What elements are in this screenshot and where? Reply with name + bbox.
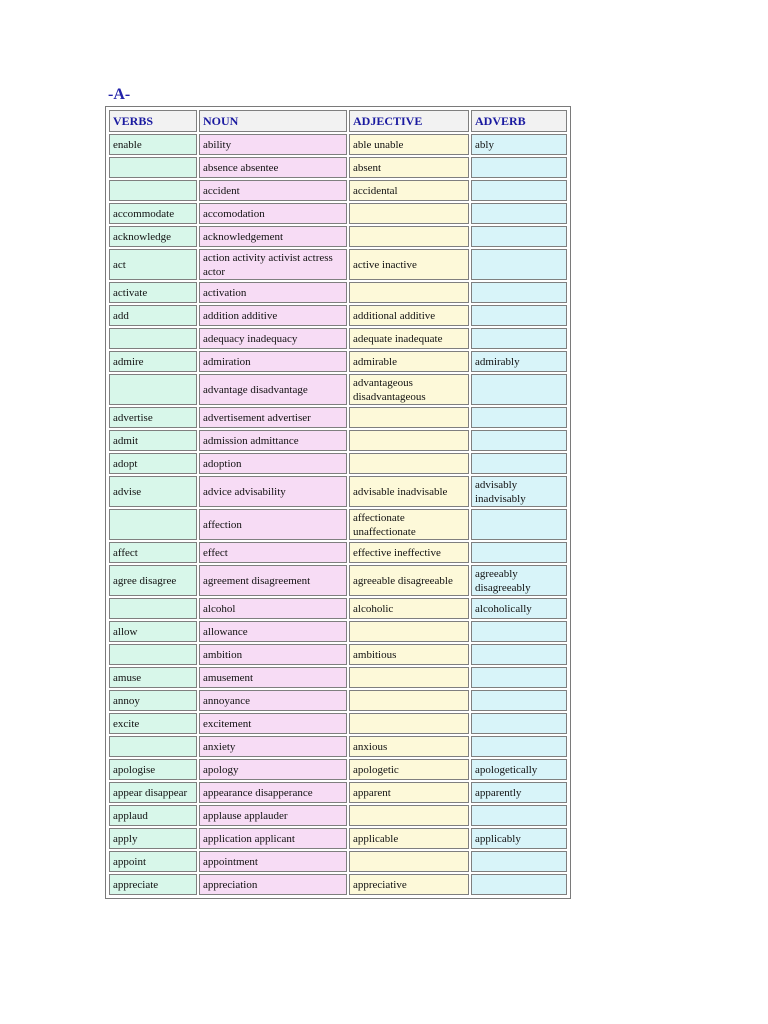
table-row bbox=[109, 305, 567, 326]
cell-verb: agree disagree bbox=[109, 565, 197, 596]
cell-verb: admit bbox=[109, 430, 197, 451]
cell-noun: admission admittance bbox=[199, 430, 347, 451]
table-row bbox=[109, 713, 567, 734]
cell-adverb bbox=[471, 667, 567, 688]
cell-verb: acknowledge bbox=[109, 226, 197, 247]
table-row bbox=[109, 134, 567, 155]
cell-adjective: effective ineffective bbox=[349, 542, 469, 563]
cell-adverb: applicably bbox=[471, 828, 567, 849]
cell-adjective: appreciative bbox=[349, 874, 469, 895]
table-row bbox=[109, 828, 567, 849]
table-row bbox=[109, 282, 567, 303]
cell-verb: accommodate bbox=[109, 203, 197, 224]
table-row bbox=[109, 374, 567, 405]
cell-verb bbox=[109, 157, 197, 178]
cell-adjective: applicable bbox=[349, 828, 469, 849]
cell-adjective: apologetic bbox=[349, 759, 469, 780]
cell-noun: agreement disagreement bbox=[199, 565, 347, 596]
cell-noun: effect bbox=[199, 542, 347, 563]
cell-noun: acknowledgement bbox=[199, 226, 347, 247]
cell-adverb: admirably bbox=[471, 351, 567, 372]
cell-adverb: apparently bbox=[471, 782, 567, 803]
table-row bbox=[109, 667, 567, 688]
cell-noun: appearance disapperance bbox=[199, 782, 347, 803]
cell-noun: ambition bbox=[199, 644, 347, 665]
cell-noun: apology bbox=[199, 759, 347, 780]
cell-adverb bbox=[471, 805, 567, 826]
table-row bbox=[109, 621, 567, 642]
table-row bbox=[109, 453, 567, 474]
cell-adverb bbox=[471, 407, 567, 428]
cell-adverb bbox=[471, 157, 567, 178]
cell-adjective: alcoholic bbox=[349, 598, 469, 619]
cell-adverb: agreeably disagreeably bbox=[471, 565, 567, 596]
cell-noun: absence absentee bbox=[199, 157, 347, 178]
cell-adjective: admirable bbox=[349, 351, 469, 372]
cell-noun: appointment bbox=[199, 851, 347, 872]
cell-adverb bbox=[471, 282, 567, 303]
cell-verb: apologise bbox=[109, 759, 197, 780]
cell-noun: amusement bbox=[199, 667, 347, 688]
table-row bbox=[109, 736, 567, 757]
cell-adverb bbox=[471, 509, 567, 540]
cell-verb: enable bbox=[109, 134, 197, 155]
column-header-noun: NOUN bbox=[199, 110, 347, 132]
table-row bbox=[109, 874, 567, 895]
table-row bbox=[109, 565, 567, 596]
column-header-verbs: VERBS bbox=[109, 110, 197, 132]
cell-adjective: active inactive bbox=[349, 249, 469, 280]
cell-adverb bbox=[471, 203, 567, 224]
cell-verb: annoy bbox=[109, 690, 197, 711]
cell-noun: adoption bbox=[199, 453, 347, 474]
cell-verb bbox=[109, 328, 197, 349]
cell-verb: advertise bbox=[109, 407, 197, 428]
table-row bbox=[109, 157, 567, 178]
cell-verb bbox=[109, 374, 197, 405]
cell-verb: allow bbox=[109, 621, 197, 642]
cell-adverb bbox=[471, 430, 567, 451]
cell-adverb: apologetically bbox=[471, 759, 567, 780]
cell-adverb bbox=[471, 621, 567, 642]
cell-verb: appear disappear bbox=[109, 782, 197, 803]
cell-noun: affection bbox=[199, 509, 347, 540]
cell-adjective: affectionate unaffectionate bbox=[349, 509, 469, 540]
cell-adjective: adequate inadequate bbox=[349, 328, 469, 349]
table-row bbox=[109, 851, 567, 872]
cell-adjective bbox=[349, 690, 469, 711]
cell-adjective bbox=[349, 805, 469, 826]
cell-verb: adopt bbox=[109, 453, 197, 474]
table-row bbox=[109, 180, 567, 201]
cell-verb: add bbox=[109, 305, 197, 326]
cell-adverb bbox=[471, 226, 567, 247]
table-row bbox=[109, 249, 567, 280]
cell-adverb bbox=[471, 713, 567, 734]
cell-adjective bbox=[349, 667, 469, 688]
page-heading: -A- bbox=[108, 86, 131, 103]
cell-noun: annoyance bbox=[199, 690, 347, 711]
cell-noun: ability bbox=[199, 134, 347, 155]
cell-adjective: additional additive bbox=[349, 305, 469, 326]
cell-adjective bbox=[349, 282, 469, 303]
cell-adjective: advantageous disadvantageous bbox=[349, 374, 469, 405]
cell-adverb bbox=[471, 644, 567, 665]
cell-adverb bbox=[471, 874, 567, 895]
cell-verb: admire bbox=[109, 351, 197, 372]
cell-adjective: ambitious bbox=[349, 644, 469, 665]
cell-adjective: able unable bbox=[349, 134, 469, 155]
cell-adverb bbox=[471, 851, 567, 872]
table-row bbox=[109, 351, 567, 372]
cell-noun: advice advisability bbox=[199, 476, 347, 507]
cell-adverb bbox=[471, 690, 567, 711]
cell-adverb: alcoholically bbox=[471, 598, 567, 619]
cell-verb bbox=[109, 736, 197, 757]
cell-adjective: accidental bbox=[349, 180, 469, 201]
cell-adjective bbox=[349, 203, 469, 224]
cell-verb: apply bbox=[109, 828, 197, 849]
cell-adverb bbox=[471, 305, 567, 326]
cell-adjective bbox=[349, 407, 469, 428]
cell-verb bbox=[109, 598, 197, 619]
table-row bbox=[109, 759, 567, 780]
table-row bbox=[109, 509, 567, 540]
cell-verb: act bbox=[109, 249, 197, 280]
cell-adjective bbox=[349, 430, 469, 451]
cell-adjective: anxious bbox=[349, 736, 469, 757]
cell-noun: action activity activist actress actor bbox=[199, 249, 347, 280]
table-row bbox=[109, 476, 567, 507]
cell-adverb: ably bbox=[471, 134, 567, 155]
cell-adjective: advisable inadvisable bbox=[349, 476, 469, 507]
table-header-row bbox=[109, 110, 567, 132]
cell-adjective: apparent bbox=[349, 782, 469, 803]
cell-adjective bbox=[349, 453, 469, 474]
cell-adjective bbox=[349, 713, 469, 734]
cell-noun: appreciation bbox=[199, 874, 347, 895]
cell-verb bbox=[109, 509, 197, 540]
table-row bbox=[109, 430, 567, 451]
table-row bbox=[109, 805, 567, 826]
cell-adjective: absent bbox=[349, 157, 469, 178]
cell-verb: advise bbox=[109, 476, 197, 507]
table-row bbox=[109, 782, 567, 803]
table-row bbox=[109, 542, 567, 563]
cell-noun: application applicant bbox=[199, 828, 347, 849]
cell-verb: applaud bbox=[109, 805, 197, 826]
word-forms-table bbox=[105, 106, 571, 899]
cell-noun: admiration bbox=[199, 351, 347, 372]
cell-noun: addition additive bbox=[199, 305, 347, 326]
cell-adverb bbox=[471, 453, 567, 474]
cell-verb: activate bbox=[109, 282, 197, 303]
cell-noun: accomodation bbox=[199, 203, 347, 224]
cell-noun: adequacy inadequacy bbox=[199, 328, 347, 349]
cell-adverb bbox=[471, 180, 567, 201]
cell-adjective bbox=[349, 621, 469, 642]
cell-noun: advantage disadvantage bbox=[199, 374, 347, 405]
cell-adverb bbox=[471, 374, 567, 405]
table-row bbox=[109, 203, 567, 224]
column-header-adverb: ADVERB bbox=[471, 110, 567, 132]
cell-adjective: agreeable disagreeable bbox=[349, 565, 469, 596]
table-row bbox=[109, 407, 567, 428]
cell-adjective bbox=[349, 851, 469, 872]
cell-noun: accident bbox=[199, 180, 347, 201]
column-header-adjective: ADJECTIVE bbox=[349, 110, 469, 132]
cell-adverb: advisably inadvisably bbox=[471, 476, 567, 507]
cell-noun: anxiety bbox=[199, 736, 347, 757]
cell-noun: excitement bbox=[199, 713, 347, 734]
cell-verb: appoint bbox=[109, 851, 197, 872]
cell-verb: excite bbox=[109, 713, 197, 734]
cell-noun: activation bbox=[199, 282, 347, 303]
table-row bbox=[109, 598, 567, 619]
cell-noun: applause applauder bbox=[199, 805, 347, 826]
cell-verb bbox=[109, 180, 197, 201]
cell-verb: amuse bbox=[109, 667, 197, 688]
cell-verb: affect bbox=[109, 542, 197, 563]
table-row bbox=[109, 328, 567, 349]
cell-adverb bbox=[471, 249, 567, 280]
cell-adjective bbox=[349, 226, 469, 247]
cell-verb: appreciate bbox=[109, 874, 197, 895]
table-row bbox=[109, 226, 567, 247]
cell-adverb bbox=[471, 736, 567, 757]
cell-verb bbox=[109, 644, 197, 665]
cell-adverb bbox=[471, 542, 567, 563]
table-row bbox=[109, 690, 567, 711]
cell-adverb bbox=[471, 328, 567, 349]
table-row bbox=[109, 644, 567, 665]
cell-noun: allowance bbox=[199, 621, 347, 642]
cell-noun: alcohol bbox=[199, 598, 347, 619]
cell-noun: advertisement advertiser bbox=[199, 407, 347, 428]
